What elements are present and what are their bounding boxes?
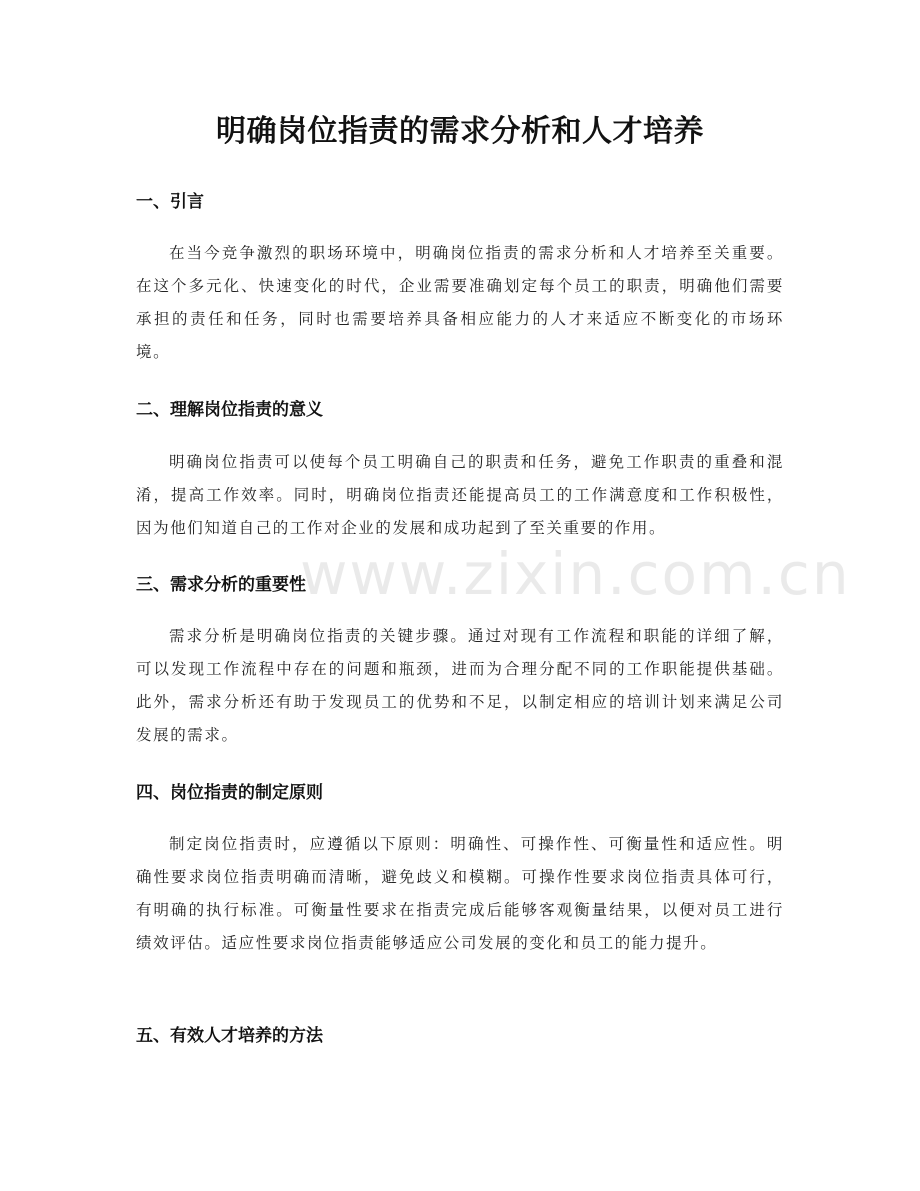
section-heading-principles: 四、岗位指责的制定原则 xyxy=(136,783,323,803)
section-heading-requirements: 三、需求分析的重要性 xyxy=(136,575,306,595)
section-heading-training: 五、有效人才培养的方法 xyxy=(136,1026,323,1046)
section-heading-meaning: 二、理解岗位指责的意义 xyxy=(136,400,323,420)
section-paragraph-requirements: 需求分析是明确岗位指责的关键步骤。通过对现有工作流程和职能的详细了解，可以发现工作流程中存在的问题和瓶颈，进而为合理分配不同的工作职能提供基础。此外，需求分析还有助于发现员工的优势和不足，以制定相应的培训计划来满足公司发展的需求。 xyxy=(136,627,784,744)
watermark: www.zixin.com.cn xyxy=(300,540,851,608)
section-paragraph-meaning: 明确岗位指责可以使每个员工明确自己的职责和任务，避免工作职责的重叠和混淆，提高工作效率。同时，明确岗位指责还能提高员工的工作满意度和工作积极性，因为他们知道自己的工作对企业的发展和成功起到了至关重要的作用。 xyxy=(136,453,784,537)
document-title: 明确岗位指责的需求分析和人才培养 xyxy=(216,114,704,149)
section-paragraph-intro: 在当今竞争激烈的职场环境中，明确岗位指责的需求分析和人才培养至关重要。在这个多元化、快速变化的时代，企业需要准确划定每个员工的职责，明确他们需要承担的责任和任务，同时也需要培养具备相应能力的人才来适应不断变化的市场环境。 xyxy=(136,244,784,361)
section-paragraph-principles: 制定岗位指责时，应遵循以下原则：明确性、可操作性、可衡量性和适应性。明确性要求岗位指责明确而清晰，避免歧义和模糊。可操作性要求岗位指责具体可行，有明确的执行标准。可衡量性要求在指责完成后能够客观衡量结果，以便对员工进行绩效评估。适应性要求岗位指责能够适应公司发展的变化和员工的能力提升。 xyxy=(136,835,784,952)
section-heading-intro: 一、引言 xyxy=(136,192,204,212)
